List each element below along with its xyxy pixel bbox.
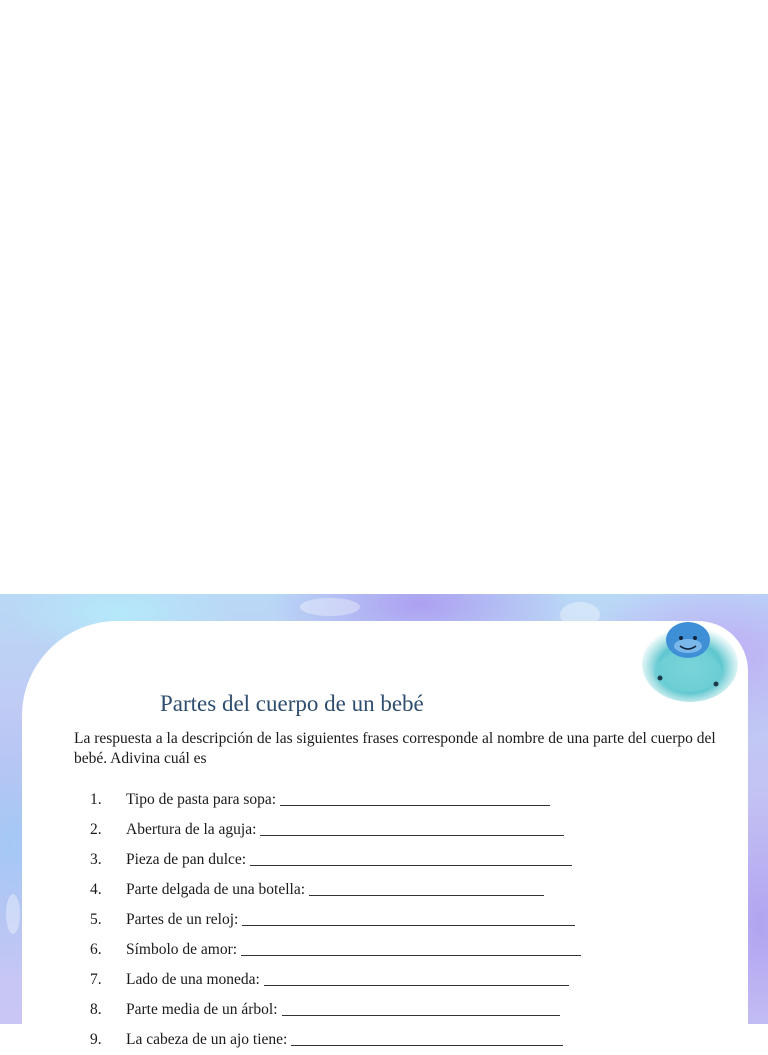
question-number: 4. [90,881,102,898]
answer-blank[interactable] [291,1027,563,1046]
question-text: La cabeza de un ajo tiene: [126,1031,288,1048]
question-number: 9. [90,1031,102,1048]
background-splash [6,894,20,934]
question-text: Símbolo de amor: [126,941,238,958]
answer-blank[interactable] [241,937,581,956]
background-splash [300,598,360,616]
question-text: Parte delgada de una botella: [126,881,306,898]
answer-blank[interactable] [260,817,564,836]
question-row [126,785,550,815]
question-row [126,965,569,995]
question-text: Abertura de la aguja: [126,821,257,838]
question-row [126,845,572,875]
answer-blank[interactable] [309,877,544,896]
worksheet-page [0,594,768,1048]
question-number: 1. [90,791,102,808]
question-number: 6. [90,941,102,958]
answer-blank[interactable] [250,847,572,866]
instructions: La respuesta a la descripción de las siguientes frases corresponde al nombre de una parte del cuerpo del bebé. Adivina cuál es [74,730,716,767]
answer-blank[interactable] [280,787,550,806]
question-text: Partes de un reloj: [126,911,239,928]
question-text: Lado de una moneda: [126,971,260,988]
question-number: 7. [90,971,102,988]
page-title: Partes del cuerpo de un bebé [160,691,424,716]
answer-blank[interactable] [282,997,560,1016]
question-row [126,995,560,1025]
question-row [126,935,581,965]
question-text: Tipo de pasta para sopa: [126,791,277,808]
question-row [126,905,575,935]
whale-mascot-icon [640,612,740,702]
question-number: 5. [90,911,102,928]
question-number: 8. [90,1001,102,1018]
question-row [126,875,544,905]
question-text: Pieza de pan dulce: [126,851,247,868]
question-number: 2. [90,821,102,838]
question-row [126,815,564,845]
question-row [126,1025,563,1055]
question-text: Parte media de un árbol: [126,1001,278,1018]
answer-blank[interactable] [264,967,569,986]
answer-blank[interactable] [242,907,575,926]
question-number: 3. [90,851,102,868]
